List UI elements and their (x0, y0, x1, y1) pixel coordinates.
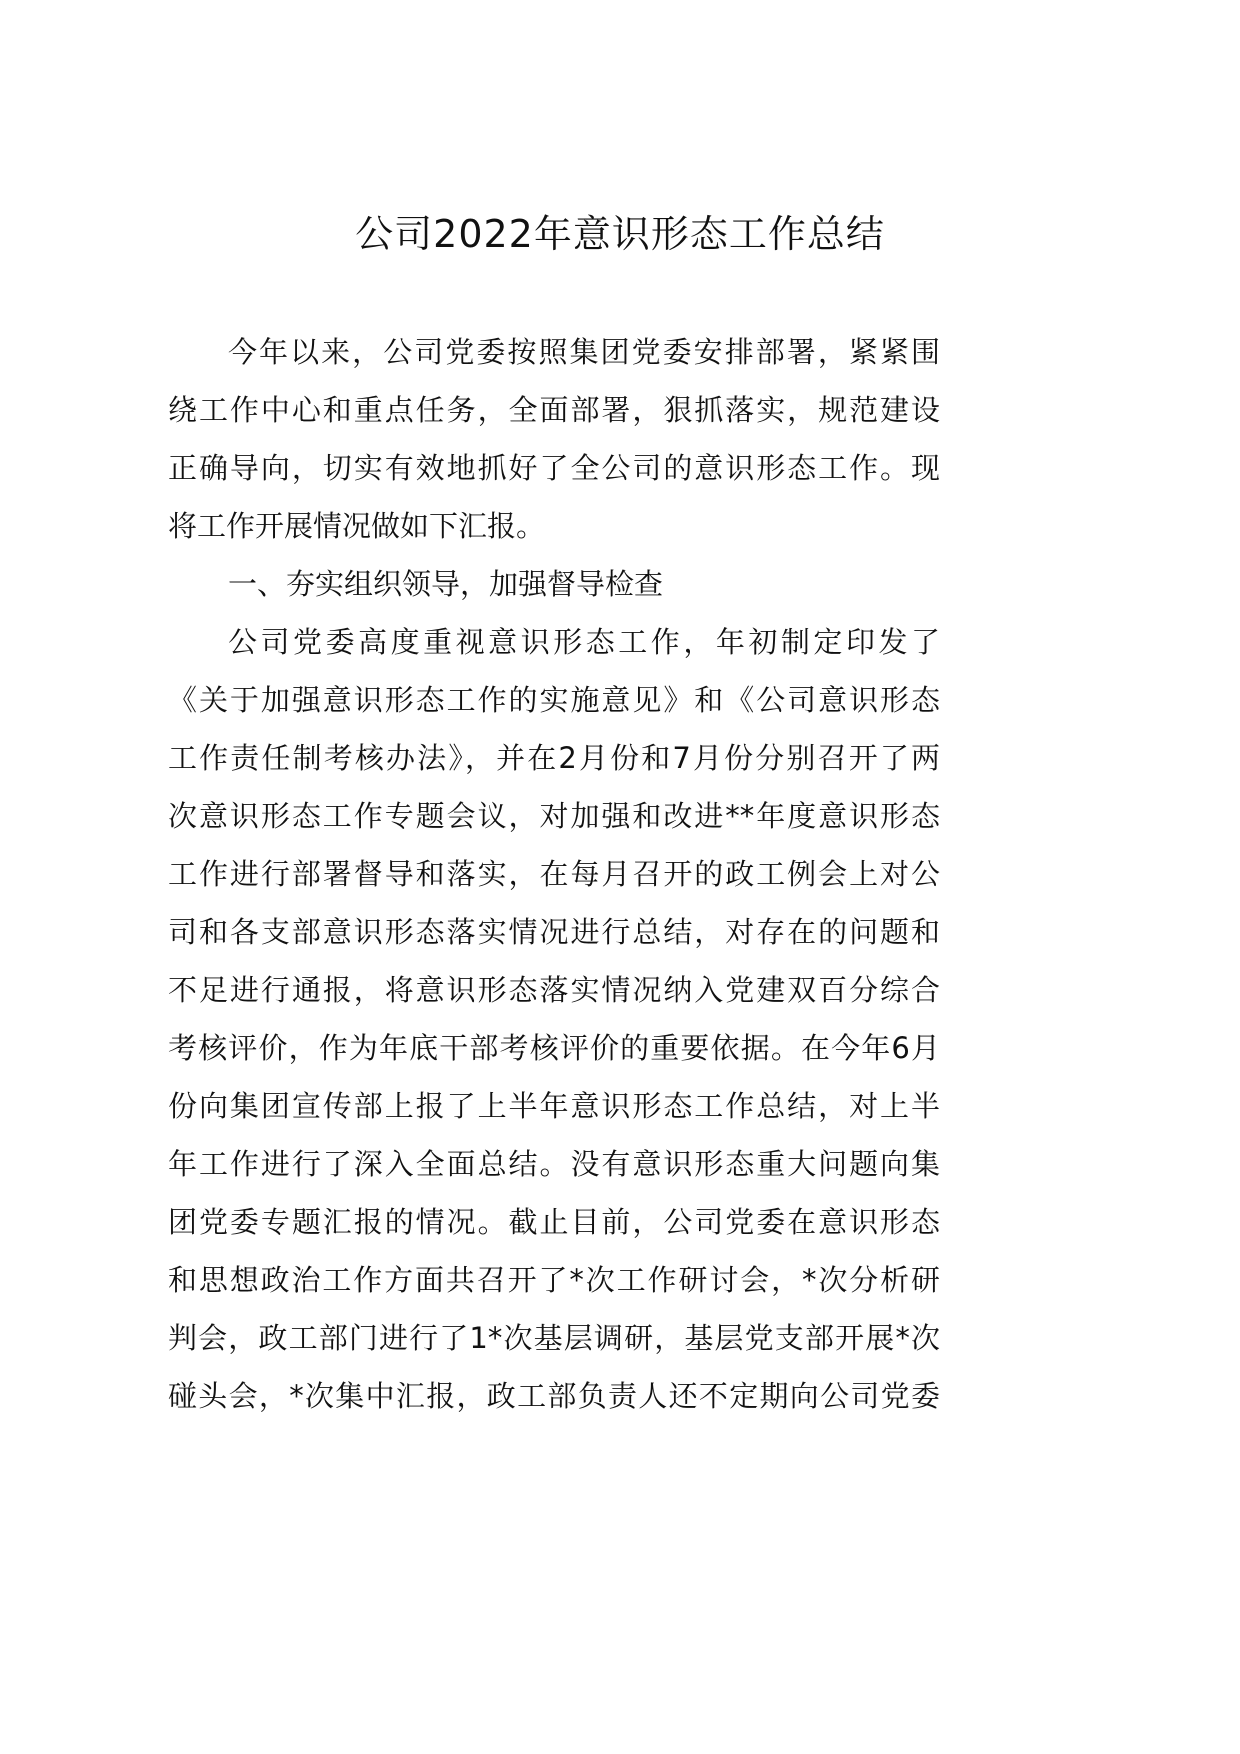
section-heading: 一、夯实组织领导，加强督导检查 (228, 567, 664, 601)
text-line: 次意识形态工作专题会议，对加强和改进**年度意识形态 (168, 799, 940, 833)
text-line: 考核评价，作为年底干部考核评价的重要依据。在今年6月 (168, 1031, 940, 1065)
text-line: 公司党委高度重视意识形态工作，年初制定印发了 (228, 625, 940, 659)
intro-paragraph (168, 323, 940, 555)
document-body (168, 323, 940, 1425)
section1-paragraph (168, 613, 940, 1425)
text-line: 份向集团宣传部上报了上半年意识形态工作总结，对上半 (168, 1089, 940, 1123)
text-line: 和思想政治工作方面共召开了*次工作研讨会，*次分析研 (168, 1263, 940, 1297)
text-line: 不足进行通报，将意识形态落实情况纳入党建双百分综合 (168, 973, 940, 1007)
text-line: 正确导向，切实有效地抓好了全公司的意识形态工作。现 (168, 451, 940, 485)
text-line: 《关于加强意识形态工作的实施意见》和《公司意识形态 (168, 683, 940, 717)
text-line: 将工作开展情况做如下汇报。 (168, 509, 546, 543)
text-line: 司和各支部意识形态落实情况进行总结，对存在的问题和 (168, 915, 940, 949)
document-title: 公司2022年意识形态工作总结 (355, 212, 885, 256)
text-line: 团党委专题汇报的情况。截止目前，公司党委在意识形态 (168, 1205, 940, 1239)
text-line: 判会，政工部门进行了1*次基层调研，基层党支部开展*次 (168, 1321, 940, 1355)
text-line: 年工作进行了深入全面总结。没有意识形态重大问题向集 (168, 1147, 940, 1181)
text-line: 工作进行部署督导和落实，在每月召开的政工例会上对公 (168, 857, 940, 891)
text-line: 工作责任制考核办法》，并在2月份和7月份分别召开了两 (168, 741, 940, 775)
text-line: 碰头会，*次集中汇报，政工部负责人还不定期向公司党委 (168, 1379, 940, 1413)
text-line: 今年以来，公司党委按照集团党委安排部署，紧紧围 (228, 335, 940, 369)
text-line: 绕工作中心和重点任务，全面部署，狠抓落实，规范建设 (168, 393, 940, 427)
